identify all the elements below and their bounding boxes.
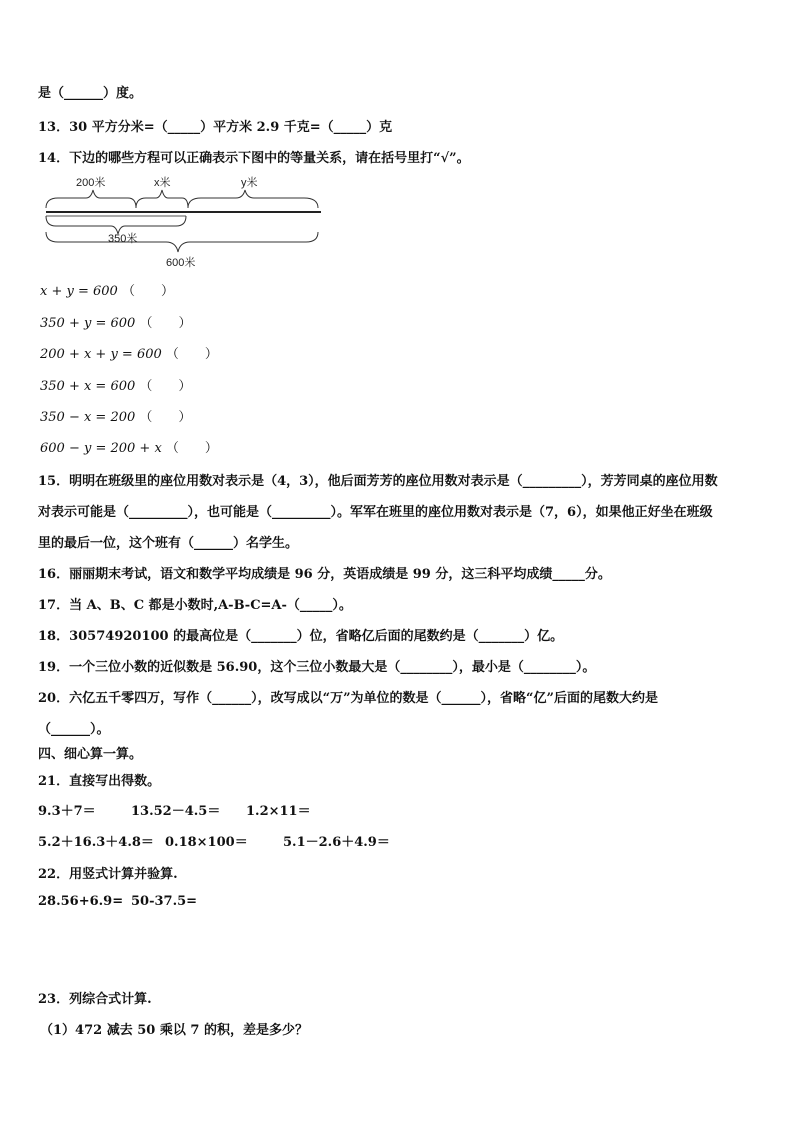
- brace-600: [46, 232, 318, 252]
- question-23-part-1: （1）472 减去 50 乘以 7 的积，差是多少？: [40, 1023, 308, 1038]
- brace-x: [136, 190, 188, 208]
- answer-paren: （ ）: [165, 347, 218, 362]
- equation-6: [40, 437, 218, 456]
- brace-350: [46, 216, 186, 234]
- equation-text: x + y = 600: [40, 284, 118, 299]
- answer-paren: （ ）: [121, 284, 174, 299]
- question-13: 13．30 平方分米=（_____）平方米 2.9 千克=（_____）克: [38, 120, 393, 135]
- answer-paren: （ ）: [139, 316, 192, 331]
- label-600: 600米: [166, 257, 196, 269]
- label-x: x米: [154, 177, 171, 189]
- equation-text: 350 + y = 600: [40, 316, 136, 331]
- equation-text: 200 + x + y = 600: [40, 347, 162, 362]
- question-15-line-1: 15．明明在班级里的座位用数对表示是（4，3），他后面芳芳的座位用数对表示是（_________），芳芳同桌的座位用数: [38, 474, 718, 489]
- answer-paren: （ ）: [139, 410, 192, 425]
- question-19: 19．一个三位小数的近似数是 56.90，这个三位小数最大是（________），最小是（________）。: [38, 660, 596, 675]
- calc-21-a1: 9.3＋7＝: [38, 804, 96, 819]
- label-350: 350米: [108, 233, 138, 245]
- question-20-line-2: （______）。: [38, 722, 110, 737]
- equation-text: 350 − x = 200: [40, 410, 136, 425]
- question-23: 23．列综合式计算.: [38, 992, 152, 1007]
- question-22: 22．用竖式计算并验算.: [38, 867, 178, 882]
- equation-text: 600 − y = 200 + x: [40, 441, 162, 456]
- equation-4: [40, 375, 191, 394]
- calc-21-b2: 0.18×100＝: [165, 835, 248, 850]
- question-15-line-3: 里的最后一位，这个班有（______）名学生。: [38, 536, 299, 551]
- segment-diagram: [36, 170, 336, 270]
- equation-2: [40, 312, 191, 331]
- brace-y: [188, 190, 318, 208]
- question-14: 14．下边的哪些方程可以正确表示下图中的等量关系，请在括号里打“√”。: [38, 151, 470, 166]
- label-y: y米: [241, 177, 258, 189]
- question-16: 16．丽丽期末考试，语文和数学平均成绩是 96 分，英语成绩是 99 分，这三科平均成绩_____分。: [38, 567, 611, 582]
- calc-22-a: 28.56+6.9=: [38, 894, 124, 909]
- calc-21-b1: 5.2＋16.3＋4.8＝: [38, 835, 154, 850]
- equation-text: 350 + x = 600: [40, 379, 136, 394]
- brace-200: [46, 190, 136, 208]
- calc-21-a2: 13.52－4.5＝: [131, 804, 221, 819]
- question-17: 17．当 A、B、C 都是小数时,A-B-C=A-（_____）。: [38, 598, 352, 613]
- equation-3: [40, 343, 218, 362]
- answer-paren: （ ）: [165, 441, 218, 456]
- calc-21-a3: 1.2×11＝: [246, 804, 311, 819]
- question-21: 21．直接写出得数。: [38, 774, 161, 789]
- calc-21-b3: 5.1－2.6＋4.9＝: [283, 835, 390, 850]
- question-18: 18．30574920100 的最高位是（_______）位，省略亿后面的尾数约是（_______）亿。: [38, 629, 564, 644]
- equation-5: [40, 406, 191, 425]
- line-0: 是（______）度。: [38, 86, 143, 101]
- section-4-heading: 四、细心算一算。: [38, 747, 143, 762]
- calc-22-b: 50-37.5=: [131, 894, 198, 909]
- question-15-line-2: 对表示可能是（_________），也可能是（_________）。军军在班里的座位用数对表示是（7，6），如果他正好坐在班级: [38, 505, 713, 520]
- equation-1: [40, 280, 174, 299]
- label-200: 200米: [76, 177, 106, 189]
- question-20-line-1: 20．六亿五千零四万，写作（______），改写成以“万”为单位的数是（______），省略“亿”后面的尾数大约是: [38, 691, 659, 706]
- answer-paren: （ ）: [139, 379, 192, 394]
